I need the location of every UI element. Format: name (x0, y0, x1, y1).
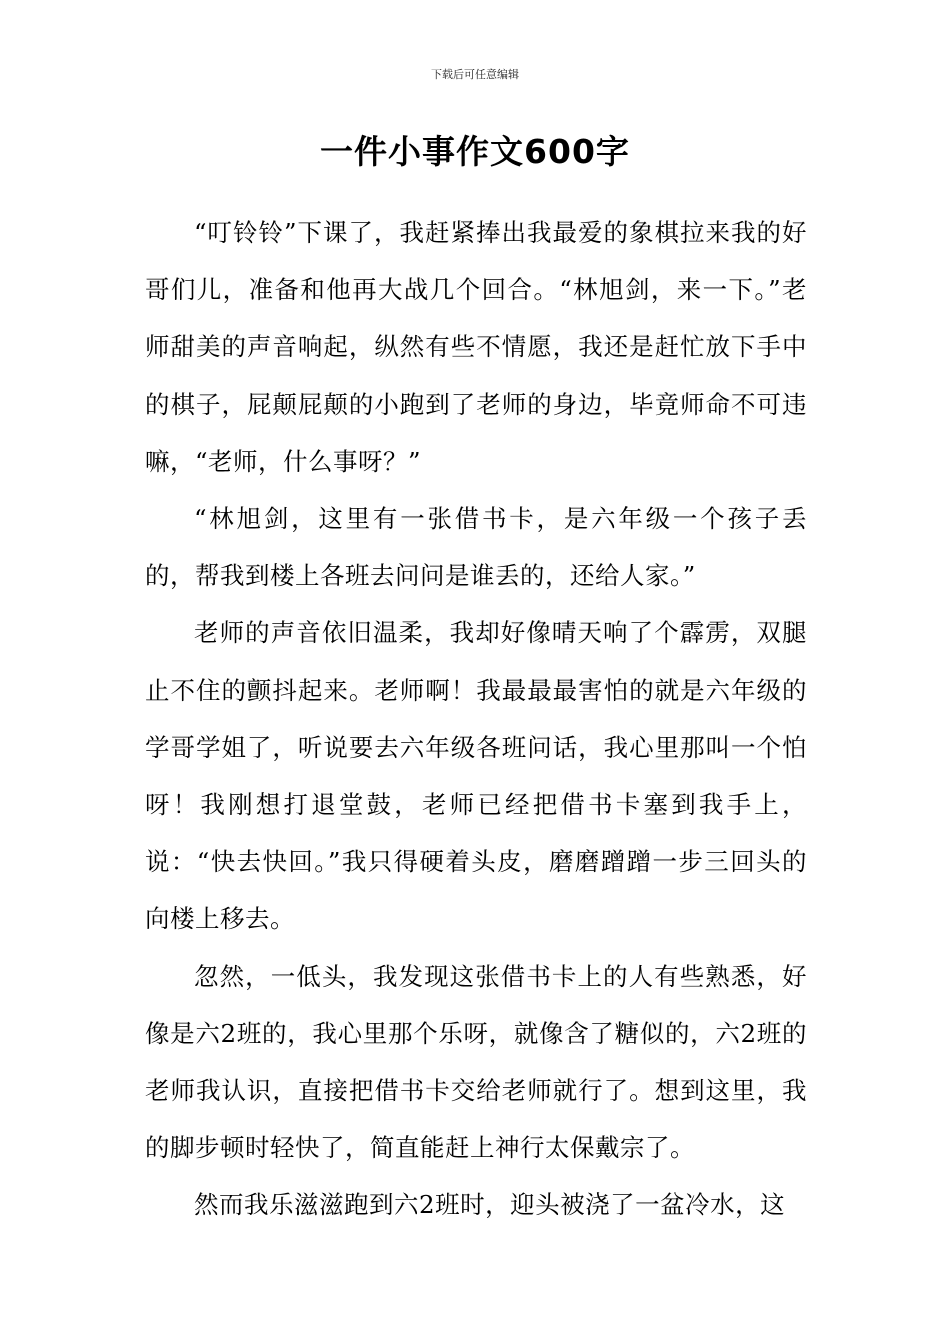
essay-body (145, 204, 807, 1234)
paragraph-2: “林旭剑，这里有一张借书卡，是六年级一个孩子丢的，帮我到楼上各班去问问是谁丢的，还给人家。” (145, 504, 807, 591)
paragraph-4: 忽然，一低头，我发现这张借书卡上的人有些熟悉，好像是六2班的，我心里那个乐呀，就像含了糖似的，六2班的老师我认识，直接把借书卡交给老师就行了。想到这里，我的脚步顿时轻快了，简直能赶上神行太保戴宗了。 (145, 961, 807, 1163)
page-title: 一件小事作文600字 (320, 132, 630, 171)
paragraph-3: 老师的声音依旧温柔，我却好像晴天响了个霹雳，双腿止不住的颤抖起来。老师啊！我最最最害怕的就是六年级的学哥学姐了，听说要去六年级各班问话，我心里那叫一个怕呀！我刚想打退堂鼓，老师已经把借书卡塞到我手上，说：“快去快回。”我只得硬着头皮，磨磨蹭蹭一步三回头的向楼上移去。 (145, 618, 807, 934)
paragraph-5: 然而我乐滋滋跑到六2班时，迎头被浇了一盆冷水，这 (194, 1190, 786, 1220)
paragraph-1: “叮铃铃”下课了，我赶紧捧出我最爱的象棋拉来我的好哥们儿，准备和他再大战几个回合。“林旭剑，来一下。”老师甜美的声音响起，纵然有些不情愿，我还是赶忙放下手中的棋子，屁颠屁颠的小跑到了老师的身边，毕竟师命不可违嘛，“老师，什么事呀？” (145, 218, 807, 476)
header-note: 下载后可任意编辑 (431, 68, 519, 81)
